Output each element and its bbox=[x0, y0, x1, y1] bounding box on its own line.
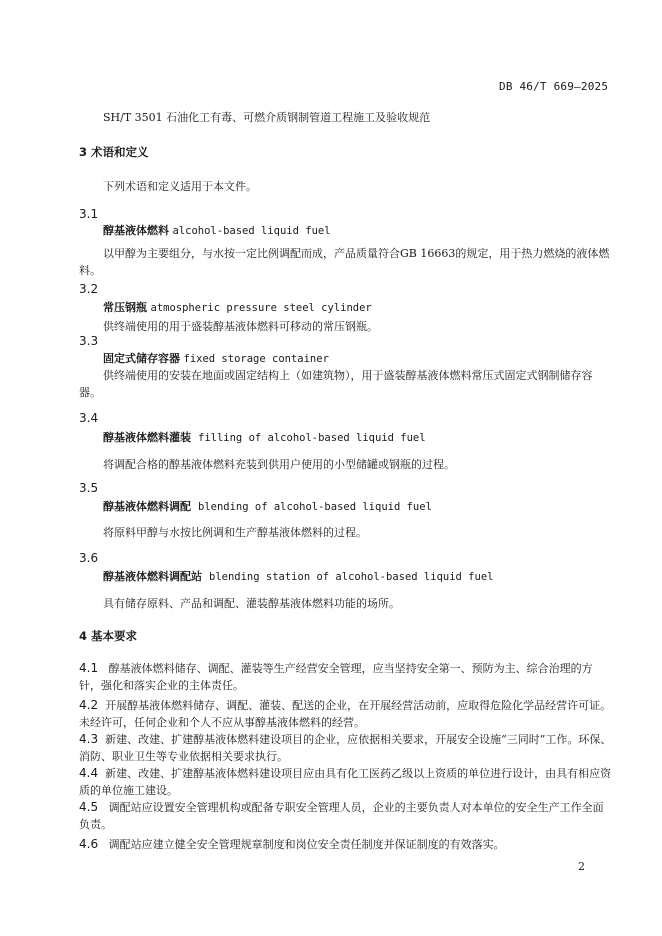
term-definition: 将调配合格的醇基液体燃料充装到供用户使用的小型储罐或钢瓶的过程。 bbox=[103, 458, 455, 471]
term-heading bbox=[103, 498, 432, 514]
term-en: atmospheric pressure steel cylinder bbox=[150, 302, 372, 314]
term-en: filling of alcohol-based liquid fuel bbox=[198, 432, 426, 444]
requirement-text: 新建、改建、扩建醇基液体燃料建设项目的企业，应依据相关要求，开展安全设施“三同时”工作。环保、消防、职业卫生等专业依据相关要求执行。 bbox=[79, 733, 612, 763]
requirement-number: 4.6 bbox=[79, 837, 99, 851]
requirement-text: 新建、改建、扩建醇基液体燃料建设项目应由具有化工医药乙级以上资质的单位进行设计，由具有相应资质的单位施工建设。 bbox=[79, 767, 612, 797]
section-3-intro: 下列术语和定义适用于本文件。 bbox=[103, 180, 257, 193]
term-number: 3.1 bbox=[79, 207, 99, 221]
document-code: DB 46/T 669—2025 bbox=[499, 80, 609, 93]
term-en: blending station of alcohol-based liquid fuel bbox=[209, 571, 494, 583]
term-en: blending of alcohol-based liquid fuel bbox=[198, 501, 432, 513]
term-number: 3.2 bbox=[79, 282, 99, 296]
term-number: 3.6 bbox=[79, 551, 99, 565]
requirement-number: 4.5 bbox=[79, 800, 99, 814]
requirement-item bbox=[79, 836, 613, 853]
requirement-text: 开展醇基液体燃料储存、调配、灌装、配送的企业，在开展经营活动前，应取得危险化学品经营许可证。未经许可，任何企业和个人不应从事醇基液体燃料的经营。 bbox=[79, 699, 612, 729]
term-zh: 固定式储存容器 bbox=[103, 352, 180, 365]
term-definition: 将原料甲醇与水按比例调和生产醇基液体燃料的过程。 bbox=[103, 526, 367, 539]
requirement-number: 4.4 bbox=[79, 766, 99, 780]
term-heading bbox=[103, 222, 331, 238]
term-zh: 常压钢瓶 bbox=[103, 301, 147, 314]
term-heading bbox=[103, 429, 426, 445]
reference-entry: SH/T 3501 石油化工有毒、可燃介质钢制管道工程施工及验收规范 bbox=[103, 111, 431, 124]
requirement-text: 醇基液体燃料储存、调配、灌装等生产经营安全管理，应当坚持安全第一、预防为主、综合治理的方针，强化和落实企业的主体责任。 bbox=[79, 662, 593, 692]
requirement-text: 调配站应设置安全管理机构或配备专职安全管理人员，企业的主要负责人对本单位的安全生产工作全面负责。 bbox=[79, 801, 604, 831]
section-4-heading: 4 基本要求 bbox=[79, 629, 138, 643]
requirement-item bbox=[79, 765, 613, 799]
term-definition: 供终端使用的用于盛装醇基液体燃料可移动的常压钢瓶。 bbox=[103, 320, 378, 333]
requirement-number: 4.3 bbox=[79, 732, 99, 746]
term-zh: 醇基液体燃料调配 bbox=[103, 500, 191, 513]
requirement-item bbox=[79, 660, 613, 694]
requirement-item bbox=[79, 697, 613, 731]
term-number: 3.4 bbox=[79, 411, 99, 425]
term-zh: 醇基液体燃料调配站 bbox=[103, 570, 202, 583]
requirement-item bbox=[79, 731, 613, 765]
term-en: alcohol-based liquid fuel bbox=[172, 225, 331, 237]
term-heading bbox=[103, 568, 493, 584]
requirement-number: 4.1 bbox=[79, 661, 99, 675]
page-number: 2 bbox=[578, 860, 585, 873]
term-heading bbox=[103, 350, 329, 366]
requirement-number: 4.2 bbox=[79, 698, 99, 712]
section-3-heading: 3 术语和定义 bbox=[79, 145, 149, 159]
term-zh: 醇基液体燃料 bbox=[103, 224, 169, 237]
term-number: 3.3 bbox=[79, 334, 99, 348]
term-definition: 具有储存原料、产品和调配、灌装醇基液体燃料功能的场所。 bbox=[103, 597, 400, 610]
term-number: 3.5 bbox=[79, 481, 99, 495]
term-en: fixed storage container bbox=[183, 353, 329, 365]
requirement-text: 调配站应建立健全安全管理规章制度和岗位安全责任制度并保证制度的有效落实。 bbox=[108, 838, 505, 851]
term-heading bbox=[103, 299, 372, 315]
requirement-item bbox=[79, 799, 613, 833]
term-definition: 以甲醇为主要组分，与水按一定比例调配而成，产品质量符合GB 16663的规定，用于热力燃烧的液体燃料。 bbox=[79, 247, 610, 277]
term-definition: 供终端使用的安装在地面或固定结构上（如建筑物），用于盛装醇基液体燃料常压式固定式钢制储存容器。 bbox=[79, 369, 593, 399]
term-zh: 醇基液体燃料灌装 bbox=[103, 431, 191, 444]
